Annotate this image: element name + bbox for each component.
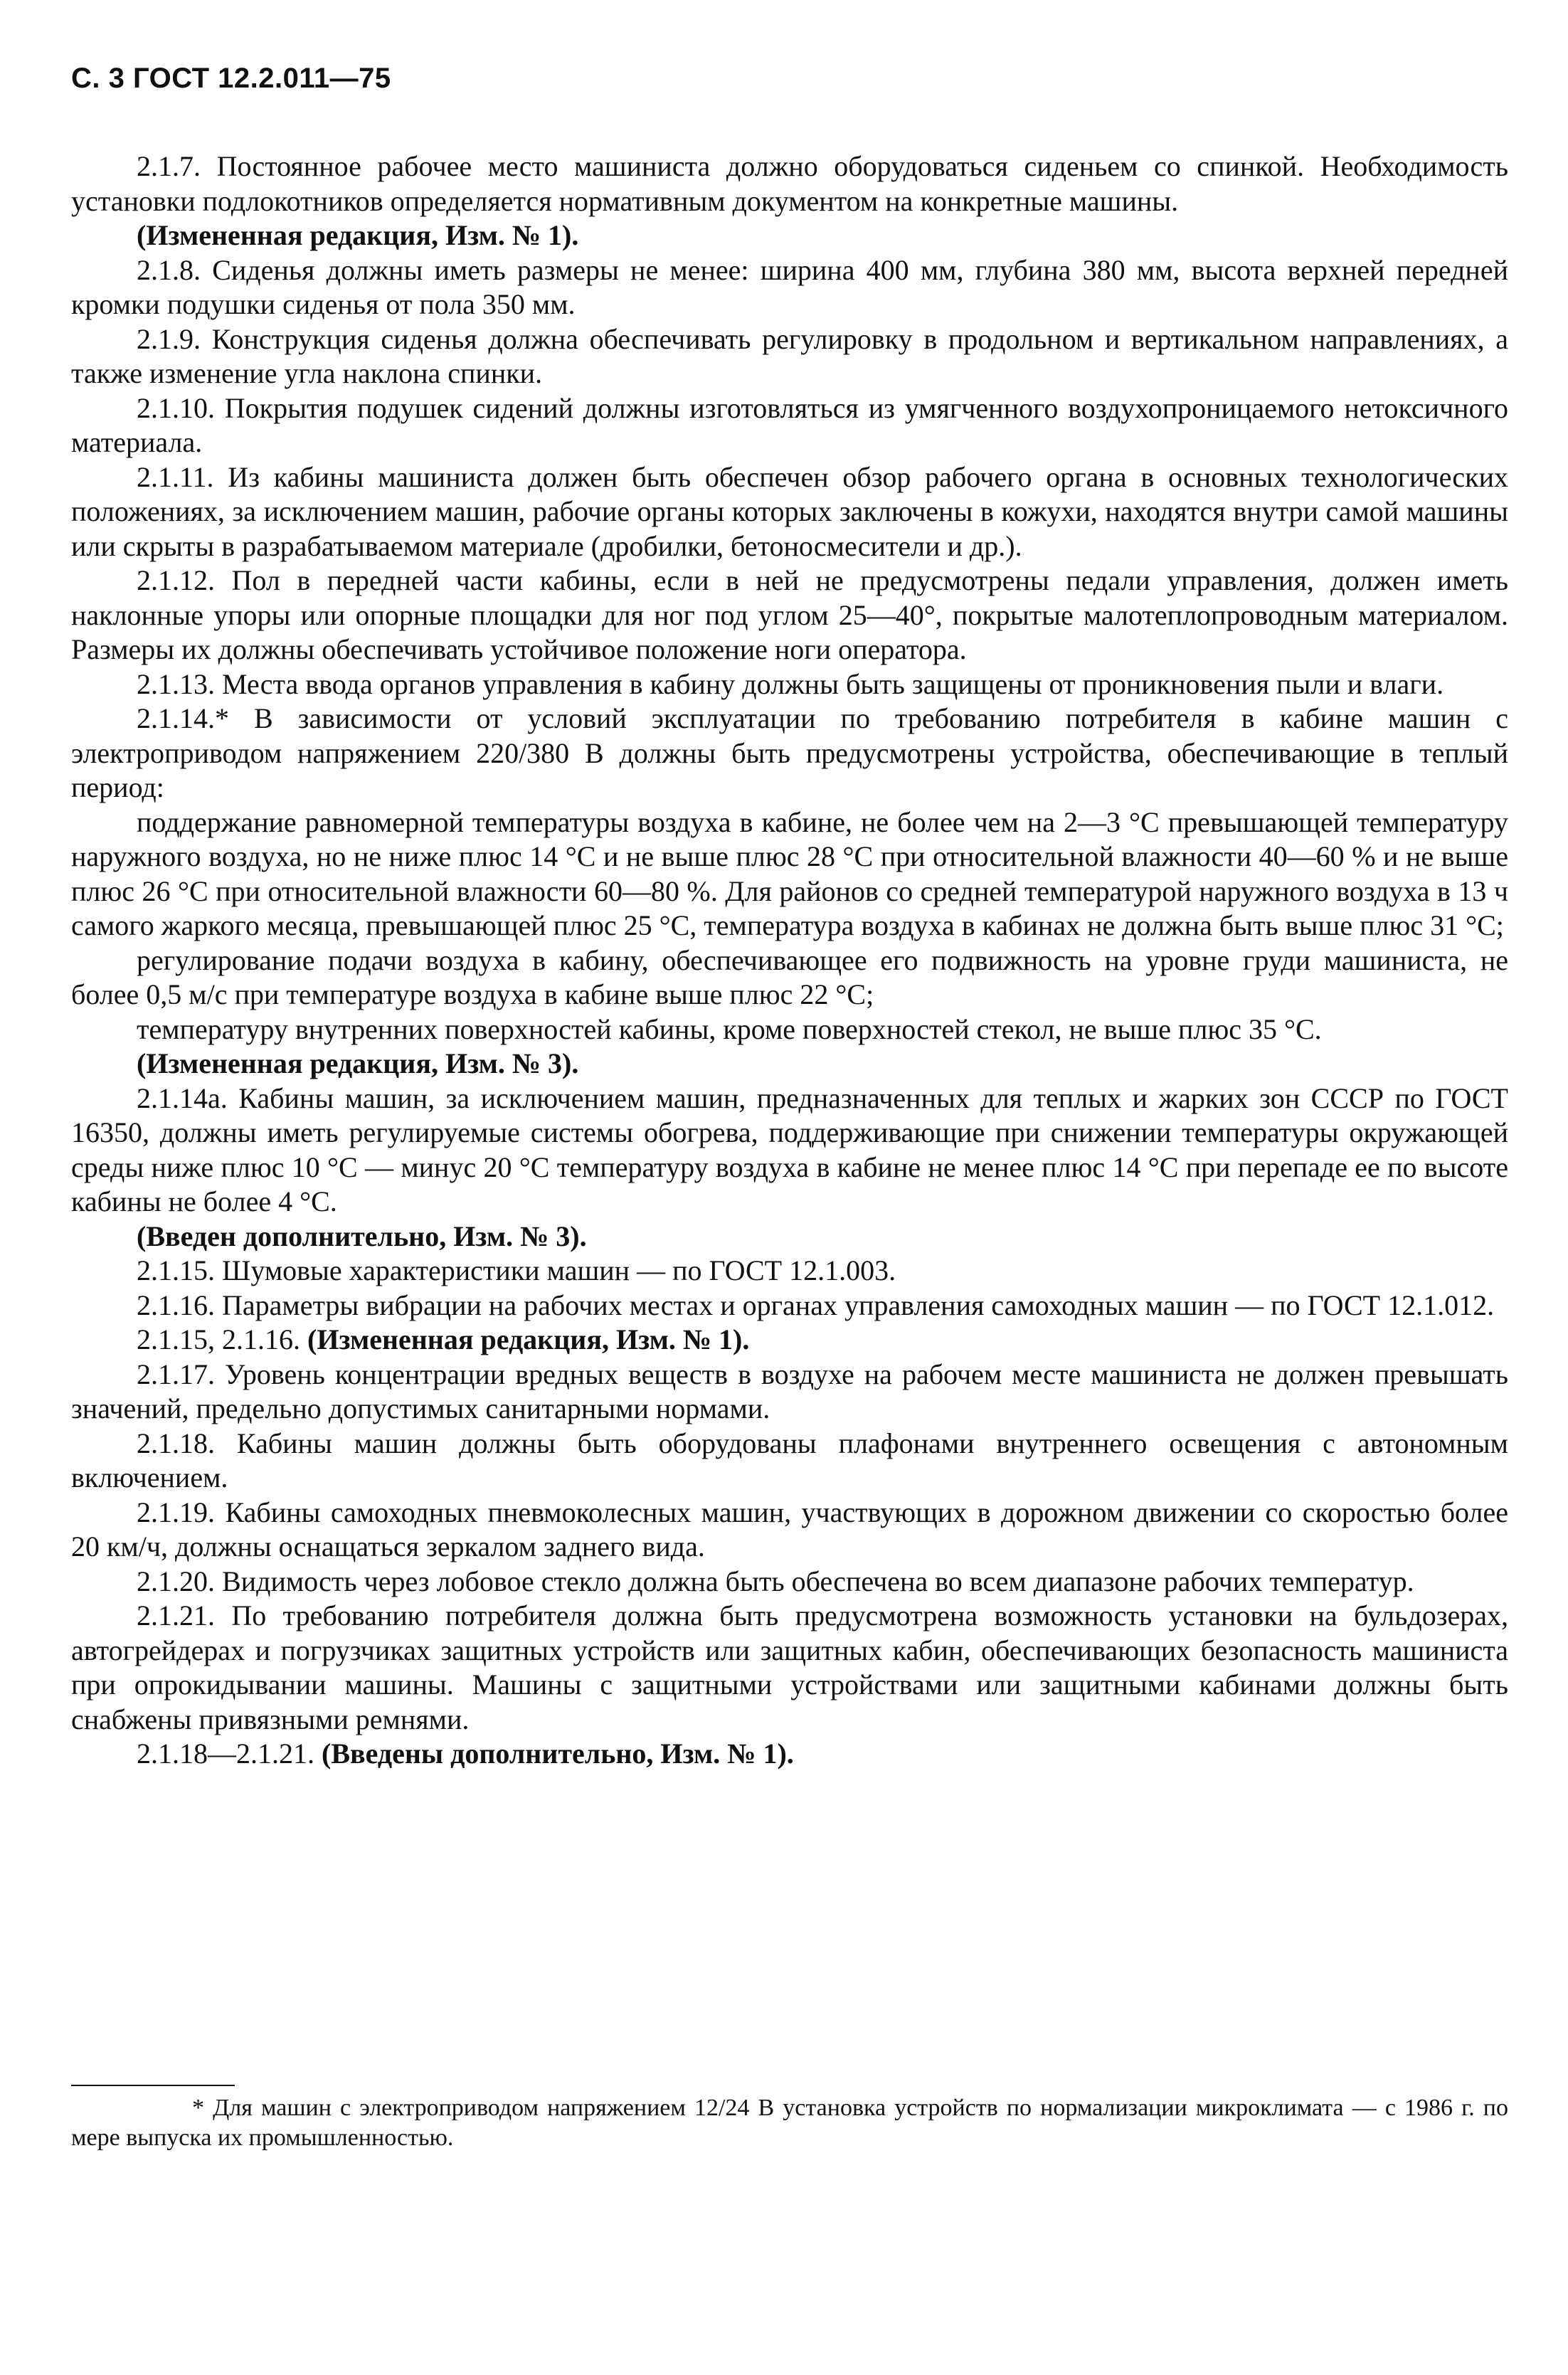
clause-2-1-18: 2.1.18. Кабины машин должны быть оборудованы плафонами внутреннего освещения с автономным включением. xyxy=(71,1427,1508,1493)
clause-2-1-14-item-1: поддержание равномерной температуры воздуха в кабине, не более чем на 2—3 °С превышающей температуру наружного воздуха, но не ниже плюс 14 °С и не выше плюс 28 °С при относительной влажности 40—60 % и не выше плюс 26 °С при относительной влажности 60—80 %. Для районов со средней температурой наружного воздуха в 13 ч самого жаркого месяца, превышающей плюс 25 °С, температура воздуха в кабинах не должна быть выше плюс 31 °С; xyxy=(71,805,1508,941)
clause-2-1-21: 2.1.21. По требованию потребителя должна быть предусмотрена возможность установки на бульдозерах, автогрейдерах и погрузчиках защитных устройств или защитных кабин, обеспечивающих безопасность машиниста при опрокидывании машины. Машины с защитными устройствами или защитными кабинами должны быть снабжены привязными ремнями. xyxy=(71,1599,1508,1735)
clause-2-1-13: 2.1.13. Места ввода органов управления в кабину должны быть защищены от проникновения пыли и влаги. xyxy=(137,667,1444,700)
clause-2-1-7: 2.1.7. Постоянное рабочее место машиниста должно оборудоваться сиденьем со спинкой. Необходимость установки подлокотников определяется нормативным документом на конкретные машины. xyxy=(71,150,1508,217)
clause-2-1-14: 2.1.14.* В зависимости от условий эксплуатации по требованию потребителя в кабине машин с электроприводом напряжением 220/380 В должны быть предусмотрены устройства, обеспечивающие в теплый период: xyxy=(71,702,1508,803)
footnote: * Для машин с электроприводом напряжением 12/24 В установка устройств по нормализации микроклимата — с 1986 г. по мере выпуска их промышленностью. xyxy=(71,2095,1508,2151)
clause-2-1-14-item-2: регулирование подачи воздуха в кабину, обеспечивающее его подвижность на уровне груди машиниста, не более 0,5 м/с при температуре воздуха в кабине выше плюс 22 °С; xyxy=(71,943,1508,1010)
amendment-note: (Введен дополнительно, Изм. № 3). xyxy=(137,1220,587,1252)
footnote-separator xyxy=(71,2085,235,2086)
amendment-note: (Измененная редакция, Изм. № 3). xyxy=(137,1047,579,1079)
amendment-line xyxy=(71,1323,1508,1358)
clause-2-1-19: 2.1.19. Кабины самоходных пневмоколесных машин, участвующих в дорожном движении со скоростью более 20 км/ч, должны оснащаться зеркалом заднего вида. xyxy=(71,1496,1508,1562)
clause-2-1-16: 2.1.16. Параметры вибрации на рабочих местах и органах управления самоходных машин — по ГОСТ 12.1.012. xyxy=(137,1289,1495,1321)
clause-range: 2.1.18—2.1.21. xyxy=(137,1737,314,1770)
clause-2-1-17: 2.1.17. Уровень концентрации вредных веществ в воздухе на рабочем месте машиниста не должен превышать значений, предельно допустимых санитарными нормами. xyxy=(71,1358,1508,1424)
clause-2-1-11: 2.1.11. Из кабины машиниста должен быть обеспечен обзор рабочего органа в основных технологических положениях, за исключением машин, рабочие органы которых заключены в кожухи, находятся внутри самой машины или скрыты в разрабатываемом материале (дробилки, бетоносмесители и др.). xyxy=(71,460,1508,562)
clause-2-1-15: 2.1.15. Шумовые характеристики машин — по ГОСТ 12.1.003. xyxy=(137,1254,896,1286)
clause-2-1-12: 2.1.12. Пол в передней части кабины, если в ней не предусмотрены педали управления, должен иметь наклонные упоры или опорные площадки для ног под углом 25—40°, покрытые малотеплопроводным материалом. Размеры их должны обеспечивать устойчивое положение ноги оператора. xyxy=(71,564,1508,665)
page-header: С. 3 ГОСТ 12.2.011—75 xyxy=(71,63,391,94)
document-body xyxy=(71,149,1508,1772)
clause-2-1-20: 2.1.20. Видимость через лобовое стекло должна быть обеспечена во всем диапазоне рабочих температур. xyxy=(137,1565,1414,1597)
clause-2-1-10: 2.1.10. Покрытия подушек сидений должны изготовляться из умягченного воздухопроницаемого нетоксичного материала. xyxy=(71,391,1508,458)
amendment-note: (Измененная редакция, Изм. № 1). xyxy=(307,1323,750,1355)
clause-2-1-14a: 2.1.14а. Кабины машин, за исключением машин, предназначенных для теплых и жарких зон СССР по ГОСТ 16350, должны иметь регулируемые системы обогрева, поддерживающие при снижении температуры окружающей среды ниже плюс 10 °С — минус 20 °С температуру воздуха в кабине не менее плюс 14 °С при перепаде ее по высоте кабины не более 4 °С. xyxy=(71,1081,1508,1217)
amendment-note: (Измененная редакция, Изм. № 1). xyxy=(137,219,579,251)
clause-2-1-8: 2.1.8. Сиденья должны иметь размеры не менее: ширина 400 мм, глубина 380 мм, высота верхней передней кромки подушки сиденья от пола 350 мм. xyxy=(71,253,1508,320)
clause-2-1-9: 2.1.9. Конструкция сиденья должна обеспечивать регулировку в продольном и вертикальном направлениях, а также изменение угла наклона спинки. xyxy=(71,322,1508,389)
amendment-note: (Введены дополнительно, Изм. № 1). xyxy=(322,1737,794,1770)
clause-2-1-14-item-3: температуру внутренних поверхностей кабины, кроме поверхностей стекол, не выше плюс 35 °С. xyxy=(137,1012,1322,1045)
clause-range: 2.1.15, 2.1.16. xyxy=(137,1323,300,1355)
amendment-line xyxy=(71,1737,1508,1772)
